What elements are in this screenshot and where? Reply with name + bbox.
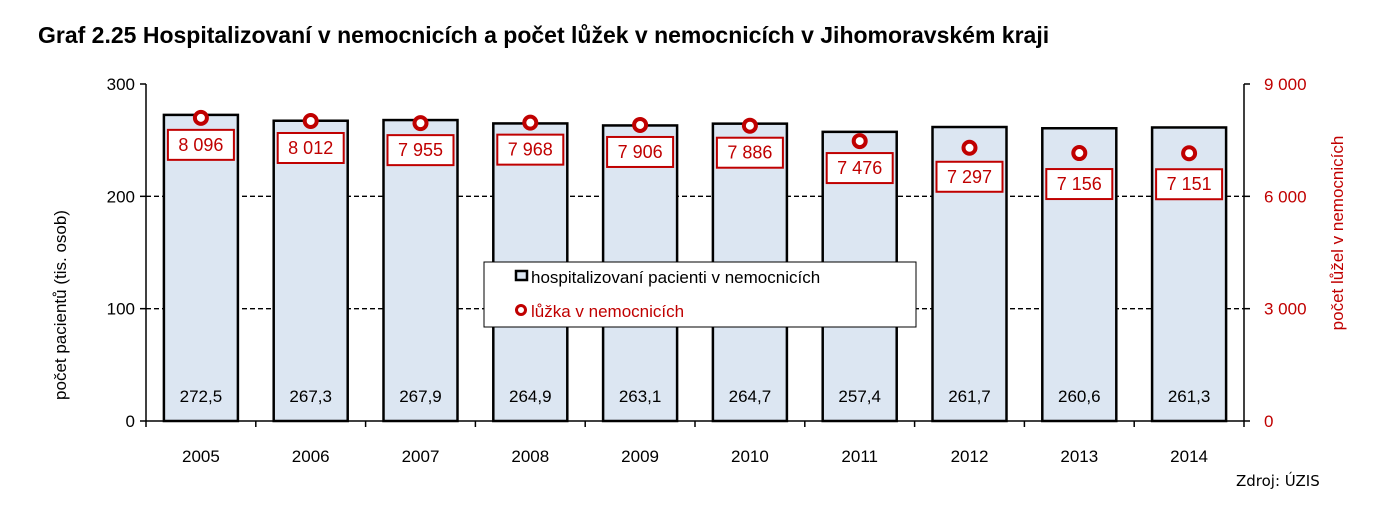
legend-marker-swatch: [517, 306, 526, 315]
y-tick-label: 0: [125, 412, 135, 431]
bed-marker-2006: [305, 115, 317, 127]
bar-value-label: 263,1: [618, 387, 662, 406]
bed-marker-2014: [1183, 147, 1195, 159]
bed-value-label: 7 906: [617, 141, 663, 162]
bed-marker-2009: [634, 119, 646, 131]
bed-marker-2007: [415, 117, 427, 129]
y2-axis-label: počet lůžel v nemocnicích: [1328, 135, 1347, 331]
legend-bar-swatch: [516, 271, 527, 280]
bar-value-label: 261,3: [1167, 387, 1211, 406]
x-tick-label: 2012: [950, 447, 989, 466]
bar-2006: [274, 121, 348, 421]
bed-marker-2005: [195, 112, 207, 124]
bed-value-label: 7 886: [727, 142, 773, 163]
bed-value-label: 7 151: [1166, 174, 1212, 195]
y-axis-label: počet pacientů (tis. osob): [51, 210, 70, 400]
bar-value-label: 260,6: [1058, 387, 1101, 406]
y2-tick-label: 9 000: [1264, 75, 1307, 94]
bed-value-label: 7 968: [507, 139, 553, 160]
bar-value-label: 272,5: [179, 387, 223, 406]
bed-marker-2011: [854, 135, 866, 147]
bar-value-label: 267,9: [399, 387, 442, 406]
bar-value-label: 257,4: [838, 387, 881, 406]
x-tick-label: 2014: [1170, 447, 1209, 466]
x-tick-label: 2009: [621, 447, 660, 466]
x-tick-label: 2008: [511, 447, 550, 466]
x-tick-label: 2006: [291, 447, 330, 466]
bed-marker-2010: [744, 120, 756, 132]
y2-tick-label: 6 000: [1264, 187, 1307, 207]
bed-marker-2008: [524, 117, 536, 129]
y2-tick-label: 0: [1264, 412, 1274, 431]
legend-bar-label: hospitalizovaní pacienti v nemocnicích: [531, 268, 821, 287]
bed-value-label: 7 156: [1056, 174, 1102, 195]
y2-tick-label: 3 000: [1264, 299, 1307, 319]
legend: [484, 262, 916, 327]
x-tick-label: 2013: [1060, 447, 1099, 466]
bar-value-label: 261,7: [948, 387, 991, 406]
x-tick-label: 2011: [841, 447, 878, 466]
y-tick-label: 100: [106, 299, 135, 319]
bed-value-label: 8 096: [178, 134, 224, 155]
x-tick-label: 2005: [181, 447, 220, 466]
y-tick-label: 200: [106, 187, 135, 207]
x-tick-label: 2007: [401, 447, 440, 466]
source-note: Zdroj: ÚZIS: [1236, 472, 1320, 490]
bed-value-label: 7 297: [946, 166, 993, 187]
bed-marker-2013: [1073, 147, 1085, 159]
bar-value-label: 264,7: [728, 387, 772, 406]
bar-value-label: 267,3: [289, 387, 332, 406]
x-tick-label: 2010: [730, 447, 769, 466]
bar-value-label: 264,9: [509, 387, 552, 406]
legend-marker-label: lůžka v nemocnicích: [531, 302, 685, 321]
bed-value-label: 7 955: [397, 140, 444, 161]
bed-value-label: 8 012: [288, 137, 334, 158]
y-tick-label: 300: [106, 75, 135, 94]
bed-marker-2012: [964, 142, 976, 154]
chart-title: Graf 2.25 Hospitalizovaní v nemocnicích a počet lůžek v nemocnicích v Jihomoravském kraji: [38, 22, 1050, 48]
bed-value-label: 7 476: [837, 158, 883, 179]
